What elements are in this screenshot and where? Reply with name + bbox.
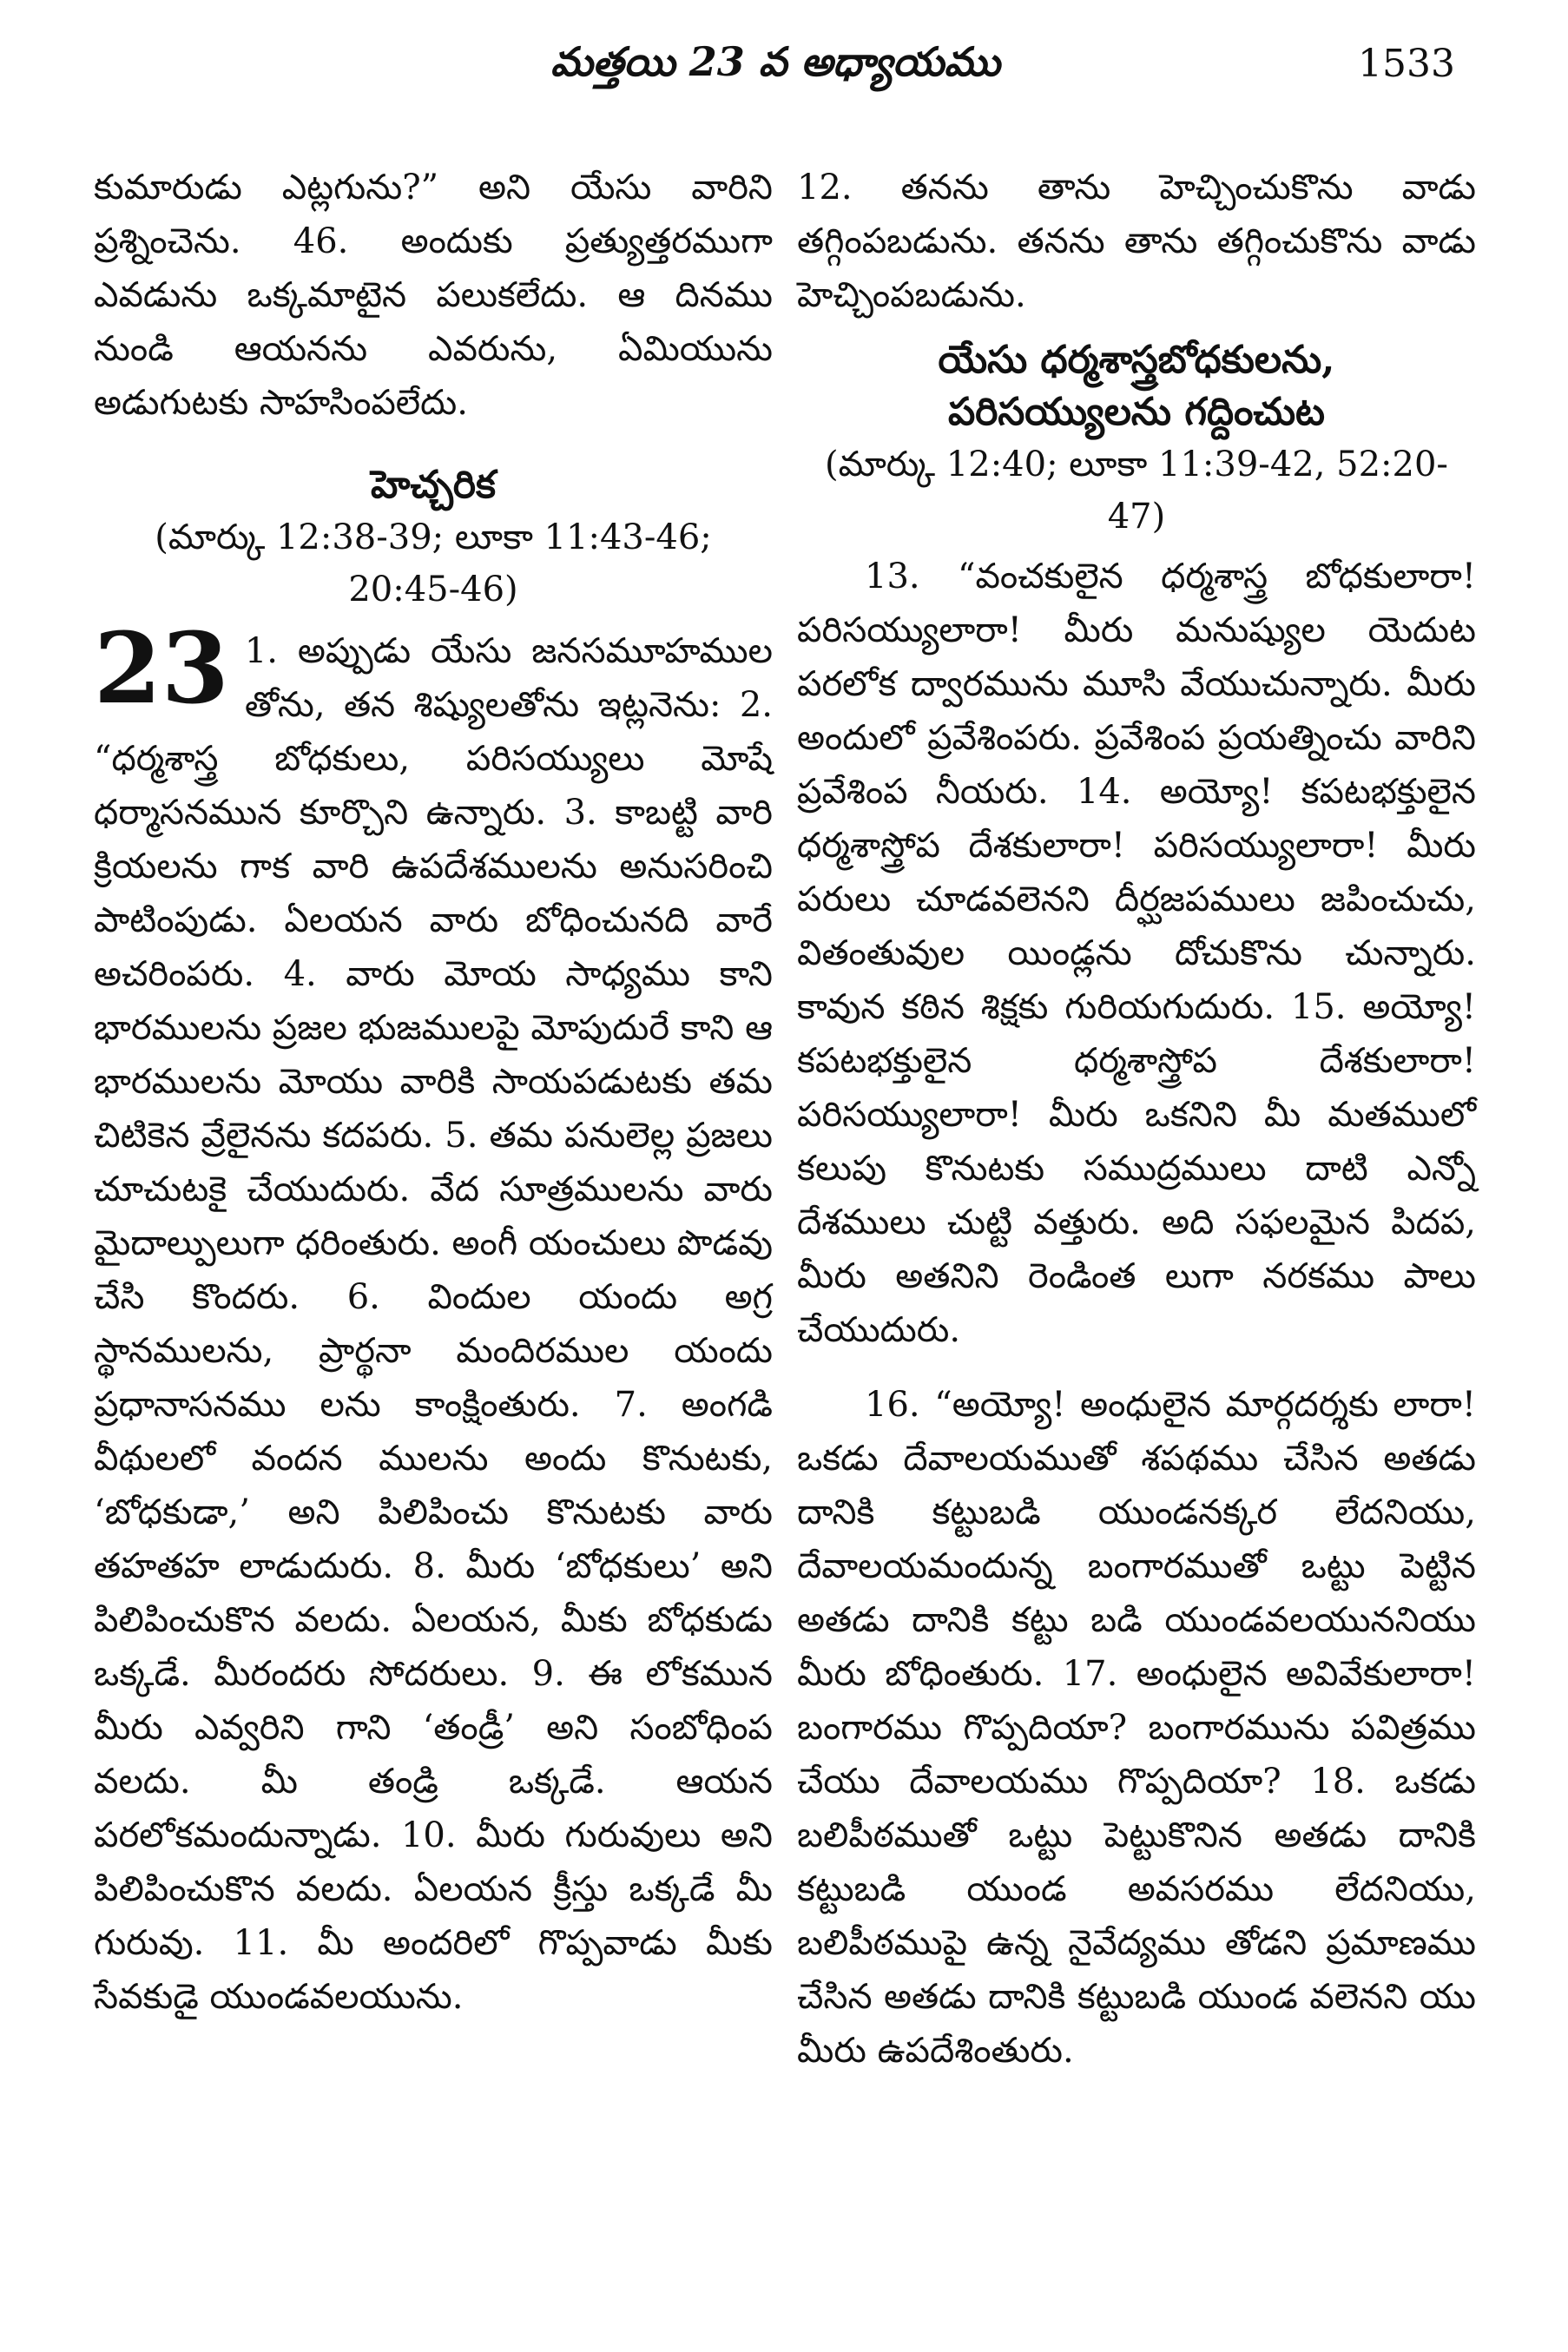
section-heading-line: పరిసయ్యులను గద్దించుట (947, 390, 1326, 434)
right-column (797, 161, 1476, 2078)
verse-paragraph: 12. తనను తాను హెచ్చించుకొను వాడు తగ్గింపబడును. తనను తాను తగ్గించుకొను వాడు హెచ్చింపబడును. (797, 168, 1476, 315)
section-heading-line: యేసు ధర్మశాస్త్రబోధకులను, (938, 338, 1335, 382)
page-number: 1533 (1358, 42, 1455, 86)
chapter-title: మత్తయి 23 వ అధ్యాయము (550, 38, 1000, 85)
chapter-text: 1. అప్పుడు యేసు జనసమూహముల తోను, తన శిష్యులతోను ఇట్లనెను: 2. “ధర్మశాస్త్ర బోధకులు, పరిసయ్యులు మోషే ధర్మాసనమున కూర్చొని ఉన్నారు. 3. కాబట్టి వారి క్రియలను గాక వారి ఉపదేశములను అనుసరించి పాటింపుడు. ఏలయన వారు బోధించునది వారే అచరింపరు. 4. వారు మోయ సాధ్యము కాని భారములను ప్రజల భుజములపై మోపుదురే కాని ఆ భారములను మోయు వారికి సాయపడుటకు తమ చిటికెన వ్రేలైనను కదపరు. 5. తమ పనులెల్ల ప్రజలు చూచుటకై చేయుదురు. వేద సూత్రములను వారు మైదాల్పులుగా ధరింతురు. అంగీ యంచులు పొడవు చేసి కొందరు. 6. విందుల యందు అగ్ర స్థానములను, ప్రార్థనా మందిరముల యందు ప్రధానాసనము లను కాంక్షింతురు. 7. అంగడి వీథులలో వందన ములను అందు కొనుటకు, ‘బోధకుడా,’ అని పిలిపించు కొనుటకు వారు తహతహ లాడుదురు. 8. మీరు ‘బోధకులు’ అని పిలిపించుకొన వలదు. ఏలయన, మీకు బోధకుడు ఒక్కడే. మీరందరు సోదరులు. 9. ఈ లోకమున మీరు ఎవ్వరిని గాని ‘తండ్రీ’ అని సంబోధింప వలదు. మీ తండ్రి ఒక్కడే. ఆయన పరలోకమందున్నాడు. 10. మీరు గురువులు అని పిలిపించుకొన వలదు. ఏలయన క్రీస్తు ఒక్కడే మీ గురువు. 11. మీ అందరిలో గొప్పవాడు మీకు సేవకుడై యుండవలయును. (94, 631, 773, 2017)
chapter-number: 23 (94, 612, 229, 726)
verse-paragraph: 13. “వంచకులైన ధర్మశాస్త్ర బోధకులారా! పరిసయ్యులారా! మీరు మనుష్యుల యెదుట పరలోక ద్వారమును మూసి వేయుచున్నారు. మీరు అందులో ప్రవేశింపరు. ప్రవేశింప ప్రయత్నించు వారిని ప్రవేశింప నీయరు. 14. అయ్యో! కపటభక్తులైన ధర్మశాస్త్రోప దేశకులారా! పరిసయ్యులారా! మీరు పరులు చూడవలెనని దీర్ఘజపములు జపించుచు, వితంతువుల యిండ్లను దోచుకొను చున్నారు. కావున కఠిన శిక్షకు గురియగుదురు. 15. అయ్యో! కపటభక్తులైన ధర్మశాస్త్రోప దేశకులారా! పరిసయ్యులారా! మీరు ఒకనిని మీ మతములో కలుపు కొనుటకు సముద్రములు దాటి ఎన్నో దేశములు చుట్టి వత్తురు. అది సఫలమైన పిదప, మీరు అతనిని రెండింత లుగా నరకము పాలు చేయుదురు. (797, 557, 1476, 1350)
section-heading (797, 334, 1476, 438)
verse-paragraph: 16. “అయ్యో! అంధులైన మార్గదర్శకు లారా! ఒకడు దేవాలయముతో శపథము చేసిన అతడు దానికి కట్టుబడి యుండనక్కర లేదనియు, దేవాలయమందున్న బంగారముతో ఒట్టు పెట్టిన అతడు దానికి కట్టు బడి యుండవలయుననియు మీరు బోధింతురు. 17. అంధులైన అవివేకులారా! బంగారము గొప్పదియా? బంగారమును పవిత్రము చేయు దేవాలయము గొప్పదియా? 18. ఒకడు బలిపీఠముతో ఒట్టు పెట్టుకొనిన అతడు దానికి కట్టుబడి యుండ అవసరము లేదనియు, బలిపీఠముపై ఉన్న నైవేద్యము తోడని ప్రమాణము చేసిన అతడు దానికి కట్టుబడి యుండ వలెనని యు మీరు ఉపదేశింతురు. (797, 1385, 1476, 2071)
continuation-paragraph: కుమారుడు ఎట్లగును?” అని యేసు వారిని ప్రశ్నించెను. 46. అందుకు ప్రత్యుత్తరముగా ఎవడును ఒక్కమాటైన పలుకలేదు. ఆ దినము నుండి ఆయనను ఎవరును, ఏమియును అడుగుటకు సాహసింపలేదు. (94, 168, 773, 423)
cross-references: (మార్కు 12:38-39; లూకా 11:43-46; 20:45-46) (155, 517, 712, 609)
running-header (96, 38, 1455, 108)
left-column (94, 161, 773, 2024)
cross-references: (మార్కు 12:40; లూకా 11:39-42, 52:20-47) (825, 445, 1448, 537)
section-heading: హెచ్చరిక (371, 463, 496, 507)
chapter-paragraph (94, 612, 773, 2024)
